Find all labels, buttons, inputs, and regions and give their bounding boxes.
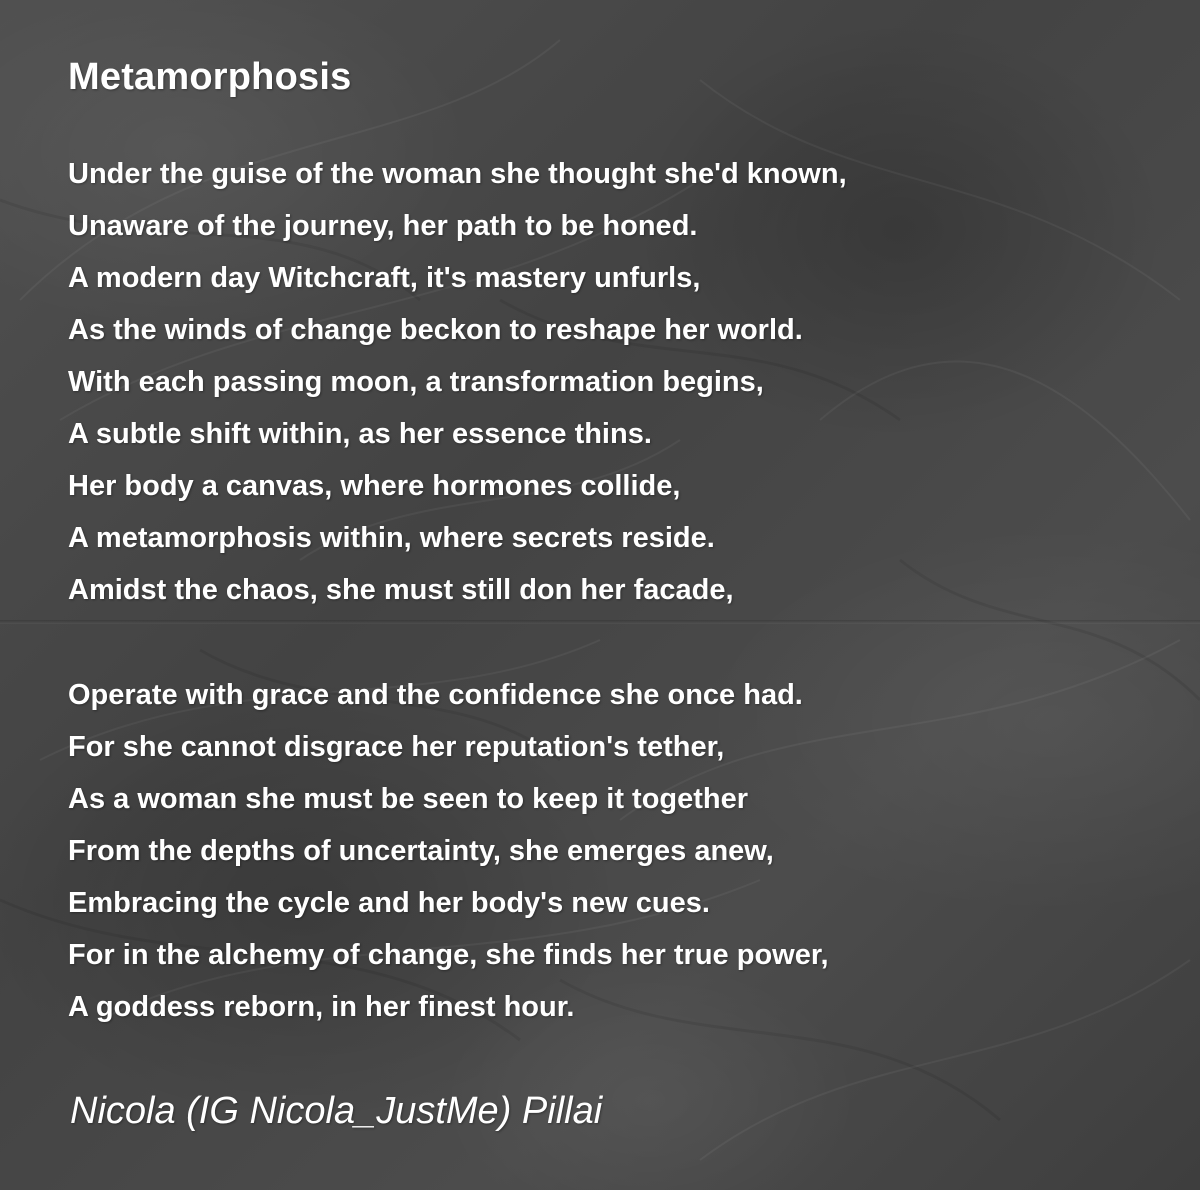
image-seam	[0, 620, 1200, 624]
poem-line: Her body a canvas, where hormones collide,	[68, 470, 681, 502]
poem-line: A modern day Witchcraft, it's mastery unfurls,	[68, 262, 701, 294]
poem-stanza-1	[68, 152, 847, 620]
poem-title: Metamorphosis	[68, 56, 352, 98]
poem-line: A metamorphosis within, where secrets reside.	[68, 522, 715, 554]
poem-line: Amidst the chaos, she must still don her facade,	[68, 574, 734, 606]
poem-line: Unaware of the journey, her path to be honed.	[68, 210, 698, 242]
poem-line: For she cannot disgrace her reputation's tether,	[68, 731, 725, 763]
poem-line: Embracing the cycle and her body's new cues.	[68, 887, 710, 919]
poem-line: A subtle shift within, as her essence thins.	[68, 418, 652, 450]
poem-stanza-2	[68, 673, 829, 1037]
poem-line: Under the guise of the woman she thought she'd known,	[68, 158, 847, 190]
poem-author: Nicola (IG Nicola_JustMe) Pillai	[70, 1090, 603, 1132]
poem-line: With each passing moon, a transformation begins,	[68, 366, 764, 398]
poem-line: From the depths of uncertainty, she emerges anew,	[68, 835, 774, 867]
poem-line: For in the alchemy of change, she finds her true power,	[68, 939, 829, 971]
poem-line: As the winds of change beckon to reshape her world.	[68, 314, 803, 346]
poem-line: As a woman she must be seen to keep it together	[68, 783, 749, 815]
poem-line: A goddess reborn, in her finest hour.	[68, 991, 575, 1023]
poem-line: Operate with grace and the confidence she once had.	[68, 679, 803, 711]
